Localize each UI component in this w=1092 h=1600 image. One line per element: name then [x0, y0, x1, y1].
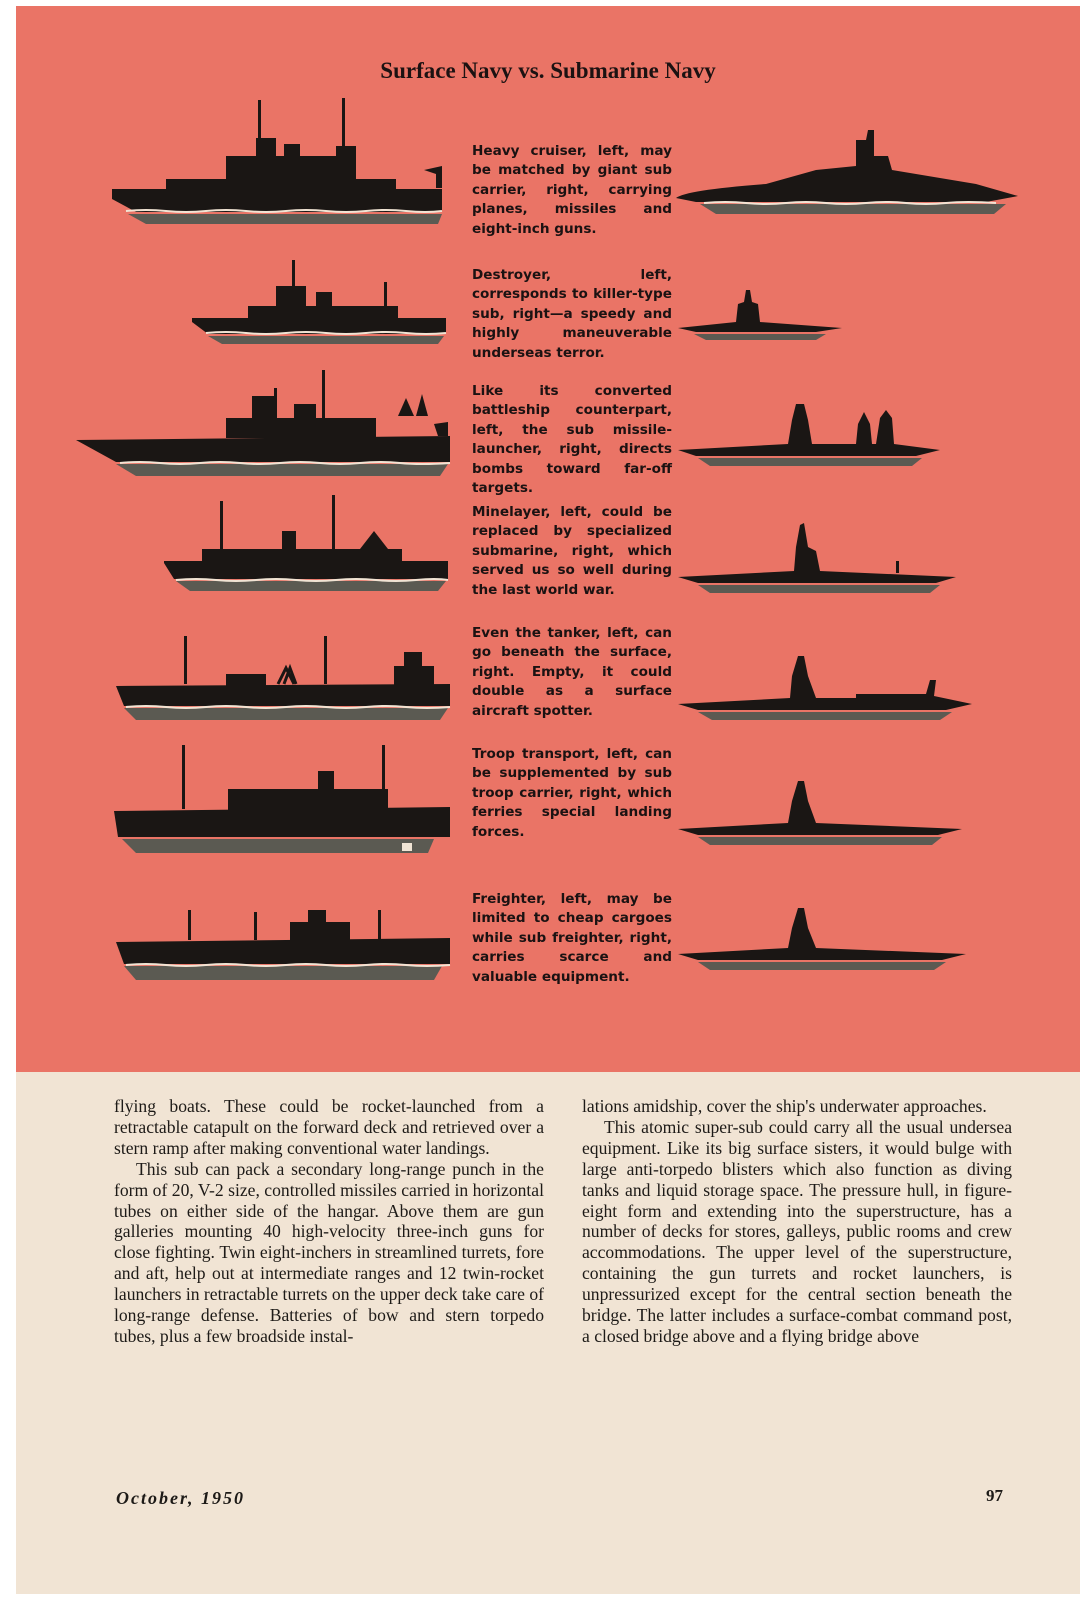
comparison-row — [16, 616, 1080, 736]
tanker-sub-silhouette — [676, 646, 976, 726]
caption-minelayer: Minelayer, left, could be replaced by specialized submarine, right, which served us so well during the last world war. — [472, 504, 672, 598]
page-number: 97 — [986, 1486, 1003, 1505]
comparison-row — [16, 741, 1080, 861]
comparison-row — [16, 366, 1080, 497]
issue-date: October, 1950 — [116, 1488, 245, 1508]
sub-carrier-silhouette — [676, 126, 1021, 226]
caption-battleship: Like its converted battleship counterpart, left, the sub missile-launcher, right, directs bombs toward far-off targets. — [472, 383, 672, 497]
missile-launcher-sub-silhouette — [676, 396, 946, 476]
caption-freighter: Freighter, left, may be limited to cheap cargoes while sub freighter, right, carries scarce and valuable equipment. — [472, 891, 672, 985]
troop-carrier-sub-silhouette — [676, 771, 966, 851]
article-column-right — [582, 1096, 1012, 1347]
page-title: Surface Navy vs. Submarine Navy — [380, 58, 716, 83]
paragraph: lations amidship, cover the ship's underwater approaches. — [582, 1096, 987, 1116]
caption-troop-transport: Troop transport, left, can be supplemented by sub troop carrier, right, which ferries special landing forces. — [472, 746, 672, 840]
killer-sub-silhouette — [676, 276, 846, 348]
comparison-row — [16, 96, 1080, 237]
magazine-page — [16, 6, 1080, 1594]
paragraph: This sub can pack a secondary long-range punch in the form of 20, V-2 size, controlled missiles carried in horizontal tubes on either side of the hangar. Above them are gun galleries mounting 40 high-velocity three-inch guns for close fighting. Twin eight-inchers in streamlined turrets, fore and aft, help out at intermediate ranges and 12 twin-rocket launchers in retractable turrets on the upper deck take care of long-range defense. Batteries of bow and stern torpedo tubes, plus a few broadside instal- — [114, 1158, 544, 1346]
caption-tanker: Even the tanker, left, can go beneath the surface, right. Empty, it could double as a surface aircraft spotter. — [472, 625, 672, 719]
paragraph: flying boats. These could be rocket-launched from a retractable catapult on the forward deck and retrieved over a stern ramp after making conventional water landings. — [114, 1096, 544, 1158]
caption-heavy-cruiser: Heavy cruiser, left, may be matched by giant sub carrier, right, carrying planes, missiles and eight-inch guns. — [472, 143, 672, 237]
caption-destroyer: Destroyer, left, corresponds to killer-type sub, right—a speedy and highly maneuverable underseas terror. — [472, 267, 672, 361]
article-column-left — [114, 1096, 544, 1347]
destroyer-silhouette — [188, 256, 450, 356]
article-body — [114, 1096, 1054, 1476]
freighter-sub-silhouette — [676, 906, 971, 986]
tanker-silhouette — [114, 616, 452, 736]
troop-transport-silhouette — [112, 741, 454, 866]
illustration-panel — [16, 6, 1080, 1072]
freighter-silhouette — [114, 906, 454, 996]
minelayer-sub-silhouette — [676, 511, 961, 601]
minelayer-silhouette — [162, 491, 452, 606]
comparison-row — [16, 246, 1080, 366]
comparison-row — [16, 491, 1080, 611]
heavy-cruiser-silhouette — [106, 96, 451, 231]
paragraph: This atomic super-sub could carry all the usual undersea equipment. Like its big surface sisters, it would bulge with large anti-torpedo blisters which also function as diving tanks and liquid storage space. The pressure hull, in figure-eight form and extending into the superstructure, has a number of decks for stores, galleys, public rooms and crew accommodations. The upper level of the superstructure, containing the gun turrets and rocket launchers, is unpressurized except for the central section beneath the bridge. The latter includes a surface-combat command post, a closed bridge above and a flying bridge above — [582, 1116, 1012, 1346]
comparison-row — [16, 866, 1080, 986]
battleship-silhouette — [76, 366, 454, 486]
